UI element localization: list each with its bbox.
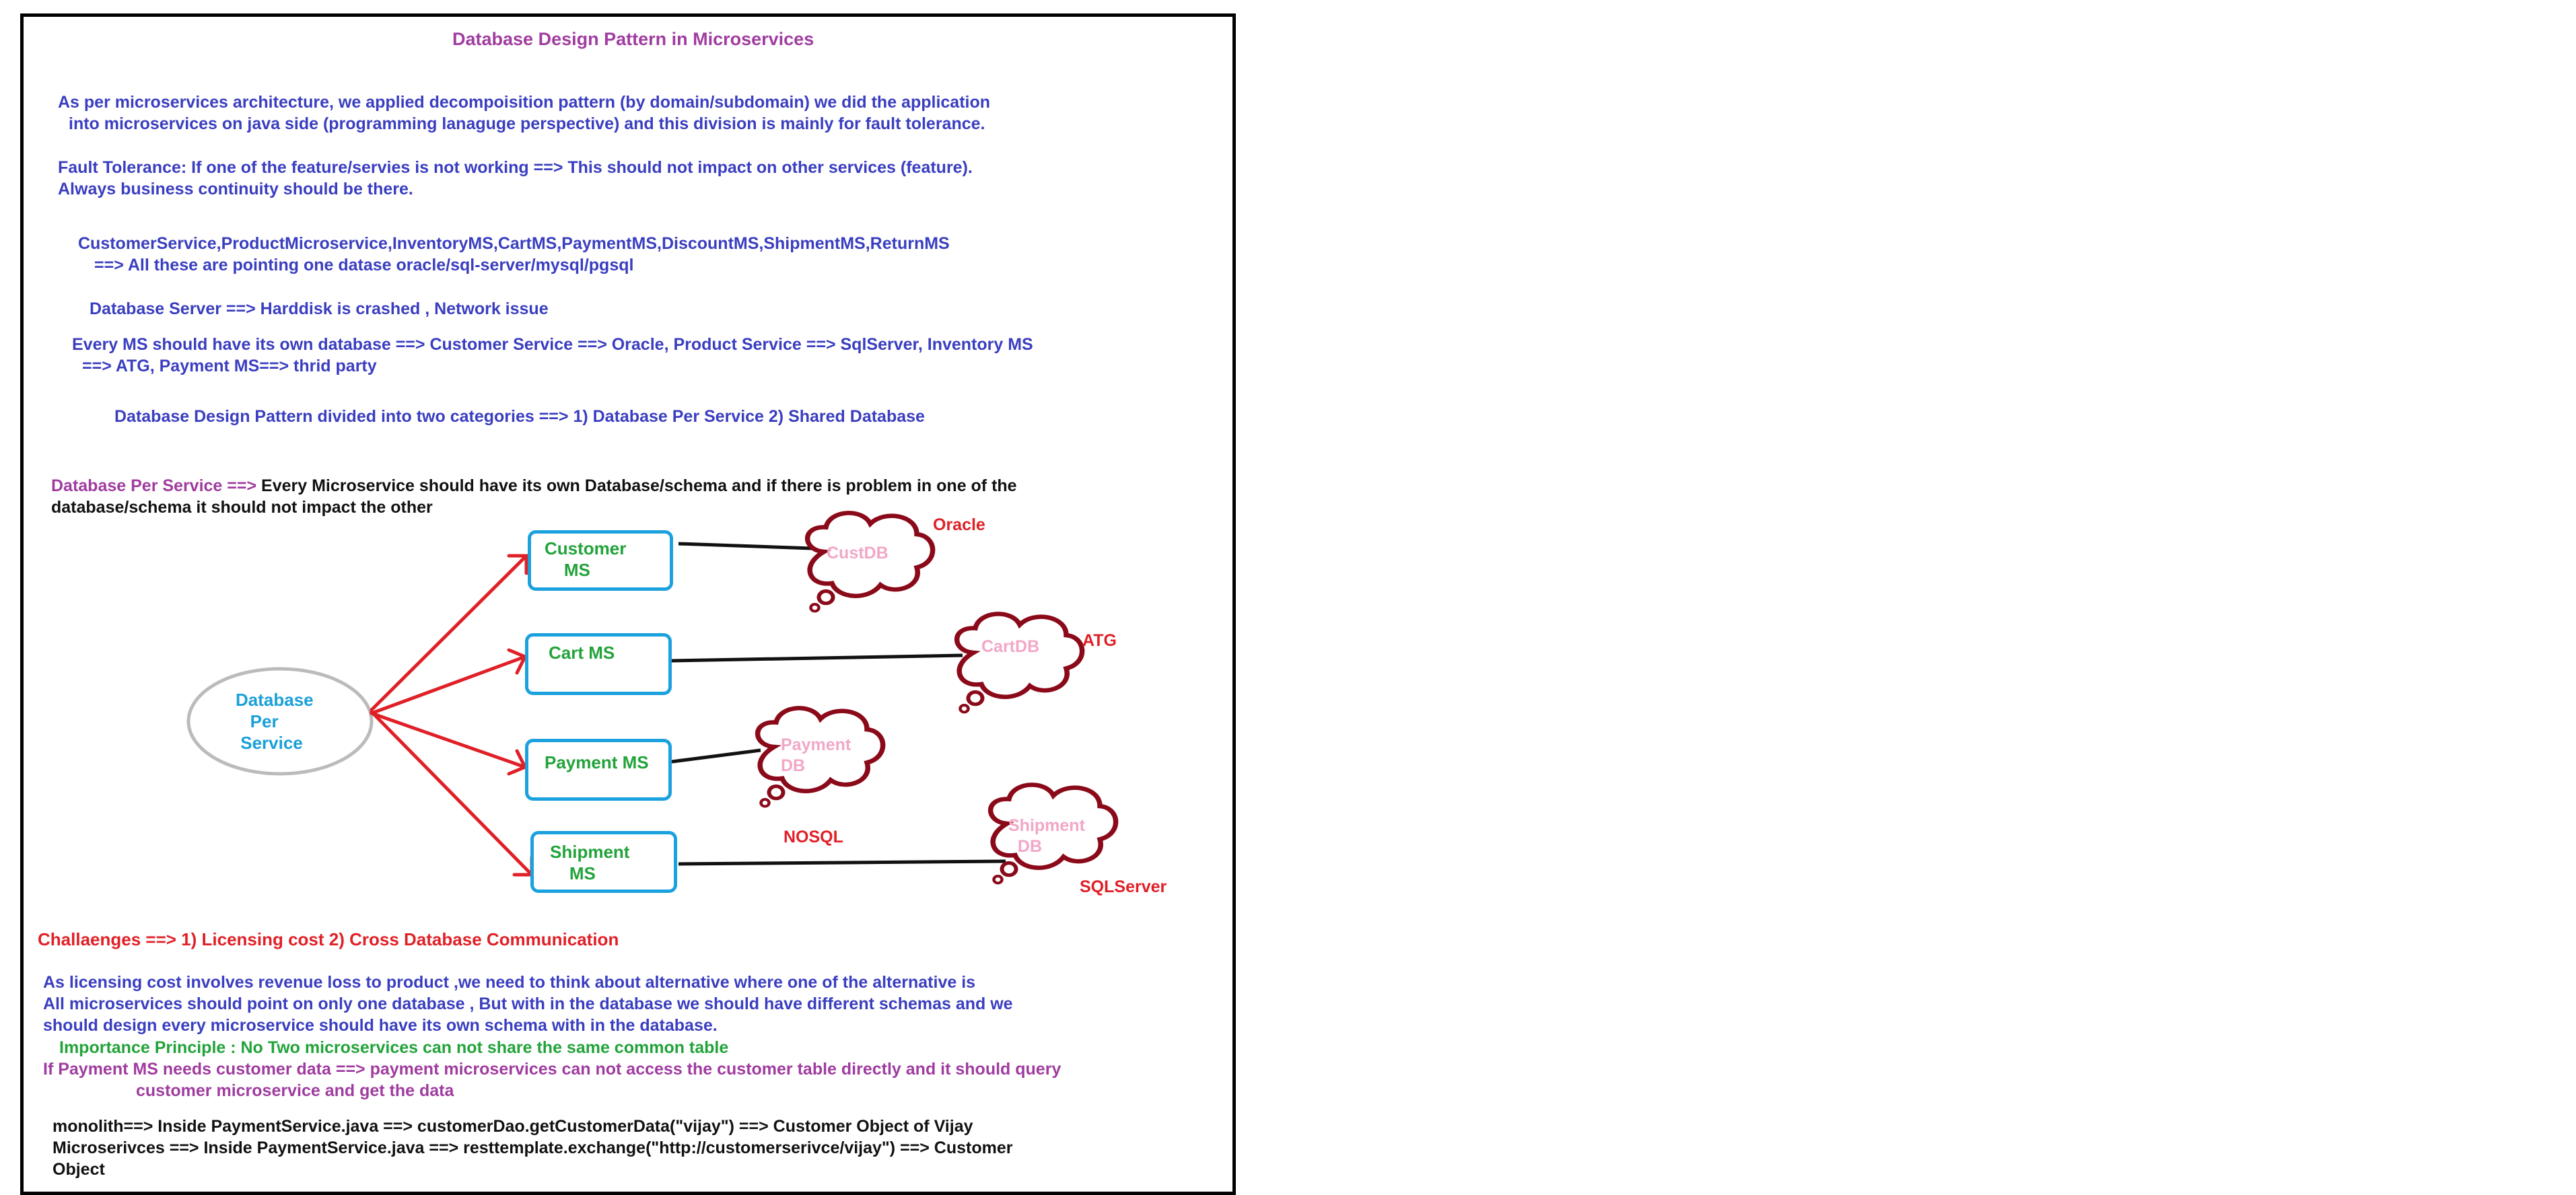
cart-ms-label: Cart MS bbox=[549, 643, 615, 663]
page-title: Database Design Pattern in Microservices bbox=[452, 29, 814, 49]
line-shipment-to-shipmentdb bbox=[678, 861, 1006, 864]
db-per-service-label: Database Per Service ==> bbox=[51, 476, 257, 495]
importance-principle: Importance Principle : No Two microservices can not share the same common table bbox=[59, 1038, 729, 1057]
categories-text: Database Design Pattern divided into two categories ==> 1) Database Per Service 2) Shared Database bbox=[114, 407, 925, 426]
payment-ms-label: Payment MS bbox=[545, 752, 649, 772]
fault-tolerance-line-2: Always business continuity should be there. bbox=[58, 180, 413, 198]
db-server-issue: Database Server ==> Harddisk is crashed , Network issue bbox=[90, 299, 549, 318]
code-line-3: Object bbox=[53, 1160, 105, 1179]
custdb-label: CustDB bbox=[827, 544, 889, 563]
cartdb-label: CartDB bbox=[981, 637, 1040, 656]
cartdb-cloud bbox=[957, 614, 1082, 712]
own-db-line-2: ==> ATG, Payment MS==> thrid party bbox=[82, 357, 377, 375]
cart-ms-box bbox=[525, 633, 672, 695]
arrow-to-customer-ms bbox=[372, 556, 526, 710]
shipmentdb-label: Shipment DB bbox=[1008, 816, 1085, 856]
line-customer-to-custdb bbox=[678, 544, 812, 548]
line-cart-to-cartdb bbox=[672, 655, 963, 661]
fault-tolerance-line-1: Fault Tolerance: If one of the feature/servies is not working ==> This should not impact on other services (feature). bbox=[58, 158, 973, 177]
hub-label: Database Per Service bbox=[236, 690, 314, 753]
code-line-1: monolith==> Inside PaymentService.java ==> customerDao.getCustomerData("vijay") ==> Customer Object of Vijay bbox=[53, 1117, 973, 1136]
code-line-2: Microserivces ==> Inside PaymentService.java ==> resttemplate.exchange("http://customerserivce/vijay") ==> Customer bbox=[53, 1138, 1013, 1157]
licensing-line-2: All microservices should point on only one database , But with in the database we should have different schemas and we bbox=[43, 994, 1013, 1013]
services-list-line-1: CustomerService,ProductMicroservice,InventoryMS,CartMS,PaymentMS,DiscountMS,ShipmentMS,ReturnMS bbox=[78, 234, 950, 253]
customer-ms-label: Customer MS bbox=[545, 538, 627, 580]
licensing-line-1: As licensing cost involves revenue loss to product ,we need to think about alternative where one of the alternative is bbox=[43, 973, 976, 992]
payment-note-line-1: If Payment MS needs customer data ==> payment microservices can not access the customer table directly and it should query bbox=[43, 1060, 1061, 1079]
customer-ms-box bbox=[528, 530, 673, 591]
tech-atg: ATG bbox=[1082, 631, 1117, 650]
line-payment-to-paymentdb bbox=[672, 750, 761, 762]
db-per-service-line-2: database/schema it should not impact the other bbox=[51, 498, 433, 517]
tech-sqlserver: SQLServer bbox=[1080, 877, 1167, 896]
licensing-line-3: should design every microservice should have its own schema with in the database. bbox=[43, 1016, 718, 1035]
intro-line-2: into microservices on java side (programming lanaguge perspective) and this division is mainly for fault tolerance. bbox=[69, 114, 985, 133]
payment-ms-box bbox=[525, 739, 672, 801]
intro-line-1: As per microservices architecture, we applied decompoisition pattern (by domain/subdomain) we did the application bbox=[58, 93, 991, 112]
services-list-line-2: ==> All these are pointing one datase oracle/sql-server/mysql/pgsql bbox=[94, 256, 634, 275]
arrow-to-payment-ms bbox=[372, 713, 525, 767]
paymentdb-label: Payment DB bbox=[781, 735, 851, 775]
own-db-line-1: Every MS should have its own database ==> Customer Service ==> Oracle, Product Service ==> SqlServer, Inventory MS bbox=[72, 335, 1033, 354]
shipment-ms-box bbox=[530, 831, 677, 893]
payment-note-line-2: customer microservice and get the data bbox=[136, 1081, 454, 1100]
tech-oracle: Oracle bbox=[933, 515, 985, 534]
shipment-ms-label: Shipment MS bbox=[550, 842, 630, 883]
arrow-to-shipment-ms bbox=[372, 712, 532, 875]
challenges-text: Challaenges ==> 1) Licensing cost 2) Cross Database Communication bbox=[38, 929, 619, 949]
tech-nosql: NOSQL bbox=[784, 828, 843, 846]
db-per-service-text: Every Microservice should have its own Database/schema and if there is problem in one of the bbox=[256, 476, 1017, 495]
